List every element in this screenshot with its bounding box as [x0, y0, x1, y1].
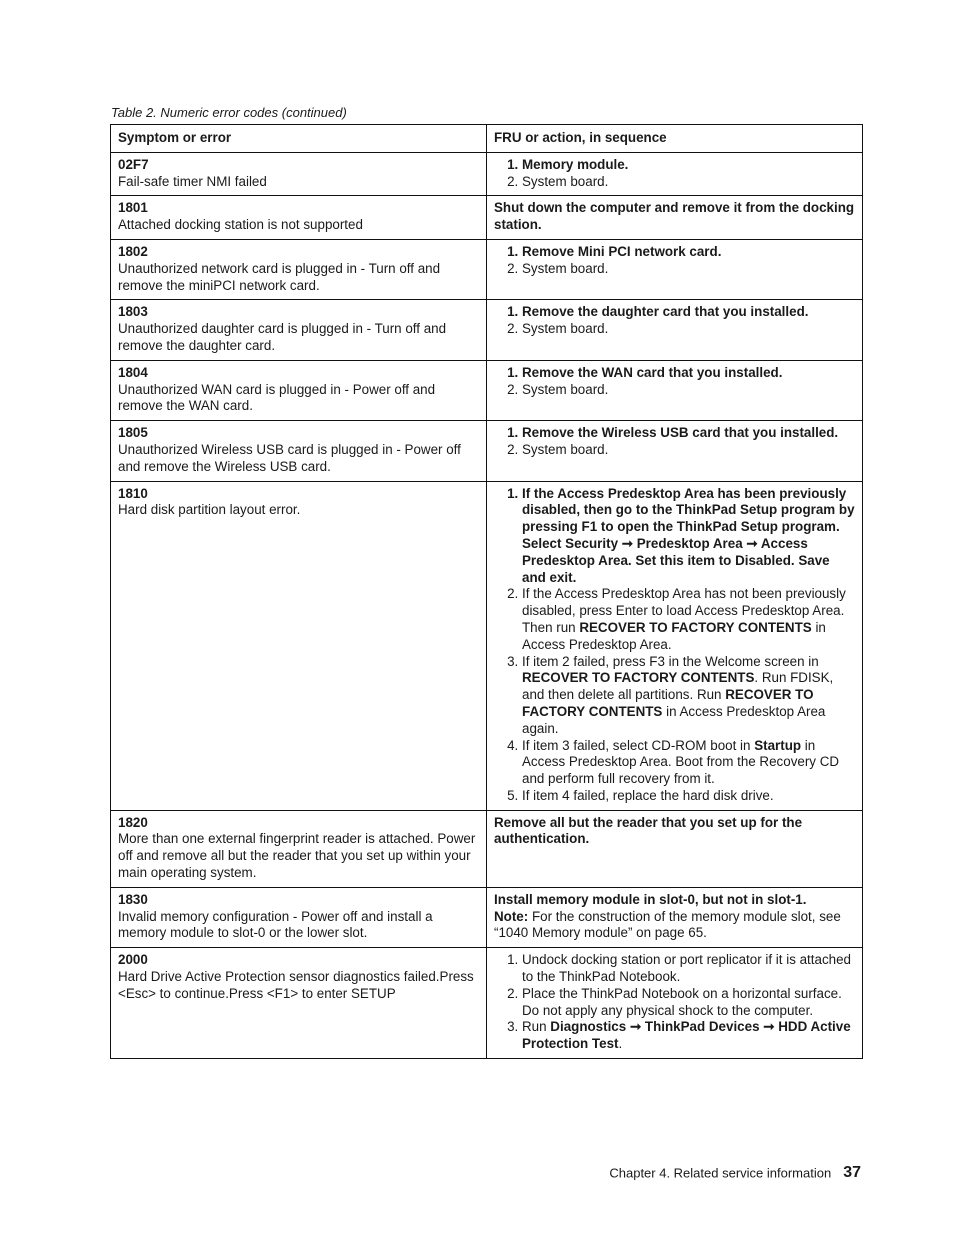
symptom-text: Hard Drive Active Protection sensor diagnostics failed.Press <Esc> to continue.Press <F1> to enter SETUP — [118, 969, 474, 1001]
footer-chapter: Chapter 4. Related service information — [609, 1165, 832, 1181]
symptom-cell — [111, 300, 487, 360]
action-cell — [487, 360, 863, 420]
action-list — [494, 304, 855, 338]
action-cell: Shut down the computer and remove it from the docking station. — [487, 196, 863, 240]
list-item: 1. Memory module. — [522, 157, 855, 174]
error-code: 1820 — [118, 814, 148, 830]
list-item: 2. System board. — [522, 261, 855, 278]
symptom-cell — [111, 948, 487, 1059]
item-text: in Access Predesktop Area. — [522, 619, 826, 652]
list-item — [522, 738, 855, 788]
error-code: 1810 — [118, 485, 148, 501]
symptom-cell — [111, 421, 487, 481]
item-text: in Access Predesktop Area. Boot from the Recovery CD and perform full recovery from it. — [522, 737, 840, 787]
item-text-bold: RECOVER TO FACTORY CONTENTS — [522, 687, 814, 719]
list-item: 1. Remove the WAN card that you installed. — [522, 365, 855, 382]
list-item: 2. System board. — [522, 174, 855, 191]
action-cell — [487, 152, 863, 196]
table-row — [111, 239, 863, 299]
item-text: Run — [522, 1019, 551, 1035]
symptom-text: Invalid memory configuration - Power off and install a memory module to slot-0 or the lower slot. — [118, 908, 433, 941]
action-list — [494, 365, 855, 399]
item-text: If the Access Predesktop Area has been previously disabled, then go to the ThinkPad Setup program by pressing F1 to open the ThinkPad Setup program. Select Security — [522, 485, 855, 551]
list-item: 1. Remove Mini PCI network card. — [522, 244, 855, 261]
table-row — [111, 421, 863, 481]
error-code: 1801 — [118, 200, 148, 216]
list-item: 5. If item 4 failed, replace the hard disk drive. — [522, 788, 855, 805]
table-row — [111, 948, 863, 1059]
action-cell — [487, 421, 863, 481]
symptom-text: Attached docking station is not supported — [118, 217, 363, 233]
action-cell — [487, 239, 863, 299]
item-text: If the Access Predesktop Area has not been previously disabled, press Enter to load Access Predesktop Area. Then run — [522, 586, 846, 635]
table-caption: Table 2. Numeric error codes (continued) — [111, 105, 347, 120]
symptom-cell — [111, 196, 487, 240]
list-item: 1. Remove the Wireless USB card that you installed. — [522, 425, 855, 442]
action-cell — [487, 948, 863, 1059]
table-row — [111, 300, 863, 360]
table-row — [111, 810, 863, 887]
table-row — [111, 196, 863, 240]
arrow-icon: ➞ — [629, 1019, 642, 1035]
item-text: in Access Predesktop Area again. — [522, 703, 826, 736]
action-list — [494, 486, 855, 805]
item-text: Predesktop Area — [636, 535, 743, 551]
arrow-icon: ➞ — [746, 535, 758, 551]
item-text: If item 2 failed, press F3 in the Welcome screen in — [522, 653, 819, 669]
symptom-text: Unauthorized WAN card is plugged in - Power off and remove the WAN card. — [118, 381, 436, 414]
item-text: Access Predesktop Area. Set this item to Disabled. Save and exit. — [522, 535, 830, 585]
arrow-icon: ➞ — [621, 535, 633, 551]
error-code: 1805 — [118, 425, 148, 441]
item-text-bold: RECOVER TO FACTORY CONTENTS — [522, 670, 755, 686]
table-header-row — [111, 125, 863, 153]
table-row — [111, 887, 863, 947]
action-cell: Remove all but the reader that you set up for the authentication. — [487, 810, 863, 887]
symptom-text: Hard disk partition layout error. — [118, 502, 301, 518]
error-code: 1802 — [118, 243, 148, 259]
table-row — [111, 481, 863, 810]
symptom-text: Unauthorized network card is plugged in - Turn off and remove the miniPCI network card. — [118, 260, 441, 293]
symptom-text: Unauthorized daughter card is plugged in - Turn off and remove the daughter card. — [118, 321, 447, 353]
symptom-cell — [111, 360, 487, 420]
item-text-bold: RECOVER TO FACTORY CONTENTS — [579, 619, 812, 635]
action-cell — [487, 481, 863, 810]
symptom-cell — [111, 239, 487, 299]
page-footer — [609, 1164, 861, 1182]
action-text-bold: Install memory module in slot-0, but not in slot-1. — [494, 891, 807, 907]
action-cell — [487, 887, 863, 947]
symptom-text: More than one external fingerprint reader is attached. Power off and remove all but the reader that you set up within your main operating system. — [118, 831, 476, 881]
error-codes-table — [110, 124, 863, 1059]
action-list — [494, 952, 855, 1053]
list-item: 2. System board. — [522, 442, 855, 459]
list-item: 2. System board. — [522, 321, 855, 338]
error-code: 2000 — [118, 952, 148, 968]
list-item — [522, 1019, 855, 1053]
list-item — [522, 654, 855, 738]
symptom-text: Unauthorized Wireless USB card is plugged in - Power off and remove the Wireless USB card. — [118, 441, 461, 474]
action-list — [494, 425, 855, 459]
table-row — [111, 152, 863, 196]
list-item — [522, 586, 855, 653]
error-code: 1830 — [118, 891, 148, 907]
list-item: 1. Undock docking station or port replicator if it is attached to the ThinkPad Notebook. — [522, 952, 855, 986]
item-text: If item 3 failed, select CD-ROM boot in — [522, 737, 755, 753]
error-code: 1803 — [118, 304, 148, 320]
action-cell — [487, 300, 863, 360]
arrow-icon: ➞ — [763, 1019, 775, 1035]
error-code: 02F7 — [118, 156, 149, 172]
item-text-bold: Startup — [754, 737, 802, 753]
symptom-cell — [111, 481, 487, 810]
list-item: 1. Remove the daughter card that you installed. — [522, 304, 855, 321]
item-text: . — [618, 1036, 623, 1052]
table-row — [111, 360, 863, 420]
list-item — [522, 486, 855, 587]
item-text-bold: HDD Active Protection Test — [522, 1019, 851, 1052]
action-list — [494, 157, 855, 191]
symptom-cell — [111, 152, 487, 196]
note-label: Note: — [494, 908, 529, 924]
item-text-bold: Diagnostics — [550, 1019, 627, 1035]
list-item: 2. Place the ThinkPad Notebook on a horizontal surface. Do not apply any physical shock to the computer. — [522, 986, 855, 1020]
action-list — [494, 244, 855, 278]
symptom-text: Fail-safe timer NMI failed — [118, 173, 267, 189]
item-text: . Run FDISK, and then delete all partitions. Run — [522, 670, 834, 703]
list-item: 2. System board. — [522, 382, 855, 399]
symptom-cell — [111, 887, 487, 947]
symptom-cell — [111, 810, 487, 887]
header-action: FRU or action, in sequence — [487, 125, 863, 153]
page-number: 37 — [843, 1164, 861, 1181]
header-symptom: Symptom or error — [111, 125, 487, 153]
error-code: 1804 — [118, 364, 148, 380]
item-text-bold: ThinkPad Devices — [644, 1019, 760, 1035]
note-text: For the construction of the memory module slot, see “1040 Memory module” on page 65. — [494, 908, 841, 941]
